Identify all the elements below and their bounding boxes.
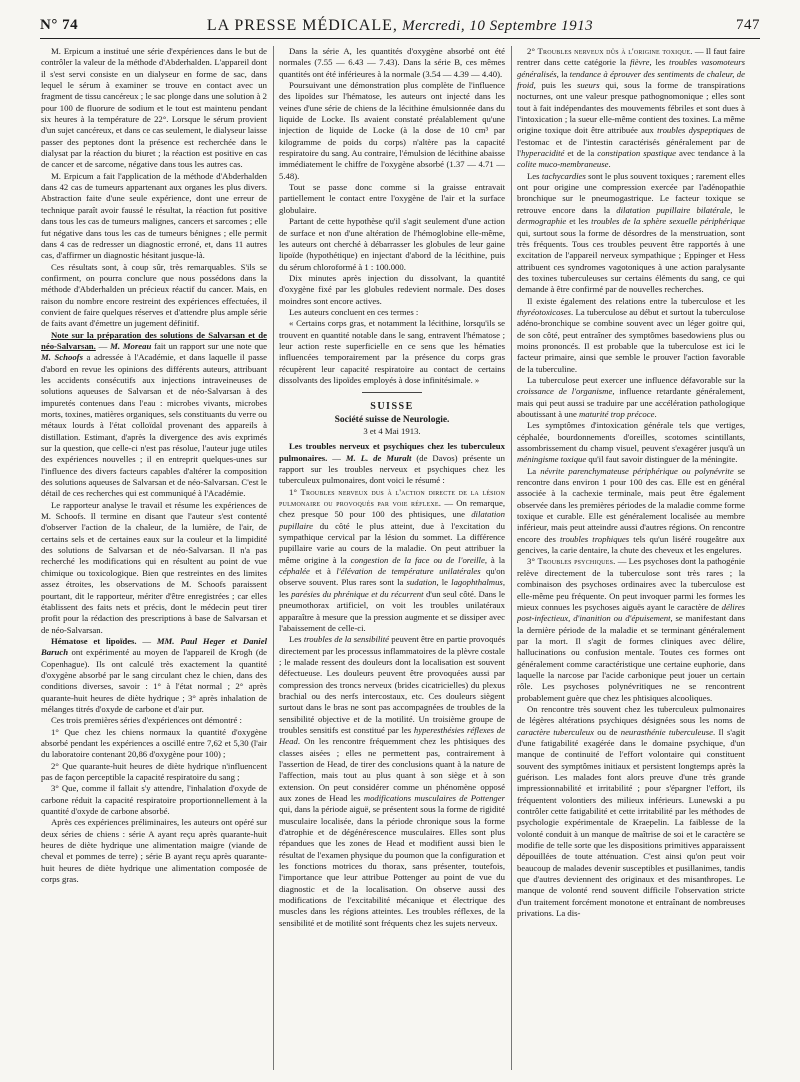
italic-term: l'élévation de température unilatérales: [336, 566, 481, 577]
paragraph: Tout se passe donc comme si la graisse entravait partiellement le contact entre l'oxygène de l'air et la surface globulaire.: [279, 182, 505, 215]
paragraph: [279, 634, 505, 929]
italic-term: colite muco-membraneuse: [517, 159, 609, 170]
italic-term: troubles vasomoteurs généralisés: [517, 57, 745, 79]
paragraph: [517, 171, 745, 296]
italic-term: neurasthénie tuberculeuse: [620, 726, 713, 737]
issue-date: Mercredi, 10 Septembre 1913: [402, 18, 594, 34]
journal-name: LA PRESSE MÉDICALE,: [206, 17, 398, 34]
text-run: ont expérimenté au moyen de l'appareil de Krogh (de Copenhague). Ils ont calculé très exactement la quantité d'oxygène absorbé par le sang circulant chez le chien, dans des conditions diverses, savoir : 1° à l'état normal ; 2° après quarante-huit heures de diète hydrique ; 3° après inhalation de mélanges titrés d'oxyde de carbone et d'air pur.: [41, 647, 267, 714]
text-run: — Il faut faire rentrer dans cette catégorie la: [517, 46, 745, 68]
text-run: — On remarque, chez presque 50 pour 100 des phtisiques, une: [279, 498, 505, 520]
text-run: Les: [527, 170, 542, 181]
text-run: . La tuberculose au début et surtout la tuberculose adéno-bronchique se combine souvent avec un léger goitre qui, de son côté, peut entraîner des symptômes basedowiens plus ou moins prononcés. Il est probable que la tuberculose est ici le facteur primaire, ainsi que semble le prouver l'action favorable de la tuberculine.: [517, 306, 745, 374]
text-run: .: [608, 159, 611, 170]
italic-term: caractère tuberculeux: [517, 726, 594, 737]
text-run: La tuberculose peut exercer une influence défavorable sur la: [527, 374, 745, 385]
text-run: , les: [279, 577, 505, 599]
section-title: Note sur la préparation des solutions de Salvarsan et de néo-Salvarsan.: [41, 329, 267, 351]
section-hematose: [41, 636, 267, 715]
italic-term: sueurs: [576, 80, 600, 91]
text-run: Les symptômes d'intoxication générale tels que vertiges, céphalée, bourdonnements d'oreilles, scotomes scintillants, assombrissement du champ visuel, peuvent s'exagérer jusqu'à un: [517, 420, 745, 454]
author-name: M. Schoofs: [41, 352, 83, 363]
text-run: La: [527, 465, 541, 476]
subsection-title: 2° Troubles nerveux dûs à l'origine toxique.: [527, 46, 693, 56]
subsection-title: 1° Troubles nerveux dus à l'action directe de la lésion pulmonaire ou provoqués par voie réflexe.: [279, 486, 505, 509]
text-run: , le: [730, 204, 745, 215]
paragraph: [517, 466, 745, 557]
text-run: . On les rencontre fréquemment chez les phtisiques des classes aisées ; elles ne permettent pas, contrairement à l'assertion de Head, de tirer des conclusions quant à la nature de l'affection, mais tout au plus quant à son siège et à son extension. On peut considérer comme un phénomène opposé aux zones de Head les: [279, 736, 505, 803]
text-run: , puis les: [533, 80, 577, 91]
paragraph: Dix minutes après injection du dissolvant, la quantité d'oxygène fixé par les globules redevient normale. Des doses moindres sont encore actives.: [279, 272, 505, 306]
text-run: , le: [436, 577, 452, 588]
italic-term: tendance à éprouver des sentiments de chaleur, de froid: [517, 68, 745, 91]
text-run: se rencontre dans environ 1 pour 100 des cas. Elle est en général associée à la cachexie terminale, mais peut être également observée dans les premières périodes de la maladie comme forme toxique et curable. Elle est généralement localisée au membre inférieur, mais peut atteindre aussi d'autres régions. On rencontre encore des: [517, 465, 745, 544]
text-run: du côté le plus atteint, due à l'excitation du sympathique cervical par la lésion du sommet. La différence pupillaire varie au cours de la maladie. On peut attribuer la même origine à la: [279, 520, 505, 565]
italic-term: névrite parenchymateuse périphérique ou polynévrite: [540, 465, 734, 476]
paragraph: 2° Que quarante-huit heures de diète hydrique n'influencent pas de façon perceptible la capacité respiratoire du sang ;: [41, 760, 267, 782]
dash: —: [327, 452, 346, 463]
italic-term: troubles dyspeptiques: [657, 125, 734, 136]
italic-term: céphalée: [279, 566, 310, 577]
text-run: qu'on observe souvent. Plus rares sont la: [279, 566, 505, 588]
text-run: , influence retardante généralement, mais qui peut aussi se traduire par une accélération pathologique aboutissant à une: [517, 386, 745, 419]
society-heading: Société suisse de Neurologie.: [334, 414, 450, 425]
text-run: Les: [289, 634, 304, 645]
italic-term: hyperacidité: [520, 148, 565, 159]
text-run: et de la: [564, 148, 598, 159]
column-left: [41, 46, 267, 1070]
paragraph: Partant de cette hypothèse qu'il s'agit seulement d'une action de surface et non d'une altération de l'hémoglobine elle-même, les auteurs ont cherché à débarrasser les globules de leur gaine lipoïde (hypothétique) en injectant d'abord de la lécithine, puis du sérum chloroformé à 1 : 100.000.: [279, 216, 505, 272]
paragraph: Ces résultats sont, à coup sûr, très remarquables. S'ils se confirment, on pourra conclure que nous possédons dans la méthode d'Abderhalden un précieux réactif du cancer. Mais, en raison du nombre encore restreint des expériences effectuées, il convient de faire quelques réserves et d'attendre plus ample série de faits avant d'émettre un jugement définitif.: [41, 261, 267, 329]
italic-term: thyréotoxicoses: [517, 306, 572, 317]
column-rule: [511, 46, 512, 1070]
column-rule: [273, 46, 274, 1070]
text-run: qui, dans la période aiguë, se présentent sous la forme de rigidité musculaire localisée, dans la période chronique sous la forme d'atrophie et de dégénérescence musculaires. Elles sont plus répandues que les zones de Head et modifient aussi bien le résultat de l'examen physique du poumon que la configuration et les fonctions motrices du thorax, sans présenter, toutefois, l'importance que leur attribue Pottenger au point de vue du diagnostic et de la localisation. On observe aussi des modifications de l'excitabilité mécanique et électrique des muscles dans les régions atteintes. Les troubles réflexes, de la sensibilité et de motilité sont fréquents chez les sujets nerveux.: [279, 804, 505, 928]
text-run: , se manifestant dans la dernière période de la maladie et se terminant généralement par la mort. Il s'agit de formes cliniques avec délire, hallucinations ou confusion mentale. Toutes ces formes ont généralement comme caractéristique une certaine euphorie, dans laquelle la narcose par l'acide carbonique peut jouer un certain rôle. Les psychoses polynévritiques ne se rencontrent probablement guère que chez les phtisiques alcooliques.: [517, 613, 745, 703]
italic-term: hyperesthésies réflexes de Head: [279, 724, 505, 747]
text-run: — Les psychoses dont la pathogénie relève directement de la tuberculose sont très rares ; la combinaison des psychoses ordinaires avec la tuberculose est elle-même peu fréquente. On peut invoquer parmi les formes les mieux connues les psychoses aiguës ayant le caractère de: [517, 556, 745, 612]
italic-term: troubles de la sensibilité: [303, 634, 389, 645]
text-run: et à: [309, 566, 337, 577]
italic-term: dermographie: [517, 216, 567, 227]
paragraph: [517, 375, 745, 420]
dash: —: [95, 340, 111, 351]
italic-term: fièvre: [629, 57, 650, 68]
text-run: avec tendance à la: [676, 148, 745, 159]
italic-term: congestion de la face ou de l'oreille: [350, 554, 485, 565]
section-title: Les troubles nerveux et psychiques chez les tuberculeux pulmonaires.: [279, 441, 505, 463]
paragraph: Après ces expériences préliminaires, les auteurs ont opéré sur deux séries de chiens : série A ayant reçu après quarante-huit heures de diète hydrique une alimentation maigre (viande de cheval et pommes de terre) ; série B ayant reçu après quarante-huit heures de diète hydrique une alimentation composée de corps gras.: [41, 817, 267, 885]
paragraph: [279, 487, 505, 634]
italic-term: tachycardies: [541, 170, 586, 181]
text-run: On rencontre très souvent chez les tuberculeux pulmonaires de légères altérations psychiques désignées sous les noms de: [517, 703, 745, 726]
text-run: , la: [556, 68, 570, 79]
paragraph: 1° Que chez les chiens normaux la quantité d'oxygène absorbé pendant les expériences a oscillé entre 7,62 et 5,30 (l'air du laboratoire contenant 20,86 d'oxygène pour 100) ;: [41, 726, 267, 760]
italic-term: maturité trop précoce: [579, 409, 655, 419]
author-name: M. L. de Muralt: [345, 452, 412, 463]
paragraph: [517, 556, 745, 703]
quotation: « Certains corps gras, et notamment la lécithine, lorsqu'ils se trouvent en quantité notable dans le sang, entravent l'hématose ; leur action reste superficielle en ce sens que les hématies influencées temporairement par la présence du corps gras récupèrent leur capacité respiratoire au contact de certains dissolvants des lipoïdes employés à dose infinitésimale. »: [279, 318, 505, 385]
page-number: 747: [736, 17, 760, 33]
author-name: M. Moreau: [110, 340, 152, 351]
text-run: d'un seul côté. Dans le pneumothorax artificiel, on voit les troubles unilatéraux apparaître à mesure que la pression augmente et se dissiper avec l'abaissement de celle-ci.: [279, 588, 505, 633]
text-run: peuvent être en partie provoqués directement par les processus inflammatoires de la plèvre costale ; le malade ressent des douleurs dont la localisation est souvent défectueuse. Les douleurs peuvent être provoquées aussi par compression des troncs nerveux (brides cicatricielles) du plexus brachial ou des nerfs intercostaux, etc. Ces douleurs siègent surtout dans le bras ne sont pas accompagnées de troubles de la sensibilité objective et de la motilité. Un troisième groupe de troubles sensitifs est constitué par les: [279, 634, 505, 735]
text-run: , les: [649, 57, 670, 68]
text-run: . Il s'agit d'une fatigabilité exagérée dans le domaine psychique, d'un manque de continuité de l'effort volontaire qui constituent souvent des symptômes initiaux et persistent longtemps après la guérison. Les malades font alors preuve d'une très grande impressionnabilité et irritabilité ; pour s'épargner l'effort, ils fréquentent volontiers des milieux inférieurs. Lunewski a pu contrôler cette fatigabilité et cette irritabilité par les méthodes de psychologie expérimentale de Kraepelin. La faiblesse de la volonté conduit à un manque de maîtrise de soi et le caractère se modifie de telle sorte que les dispositions primitives apparaissent dépouillées de toute atténuation. C'est ainsi qu'on peut voir beaucoup de malades devenir susceptibles et pusillanimes, tandis que d'autres deviennent des originaux et des misanthropes. Le manque de volonté rend souvent difficile l'observation stricte d'un traitement forcément monotone et entraînant de nombreuses privations. La dis-: [517, 726, 745, 919]
italic-term: troubles de la sphère sexuelle périphérique: [591, 216, 745, 227]
italic-term: croissance de l'organisme: [517, 386, 613, 397]
session-date: 3 et 4 Mai 1913.: [363, 426, 421, 436]
text-run: , à la: [484, 554, 505, 565]
paragraph: [517, 296, 745, 375]
text-run: Il existe également des relations entre la tuberculose et les: [527, 295, 745, 306]
paragraph: Ces trois premières séries d'expériences ont démontré :: [51, 715, 242, 726]
paragraph: M. Erpicum a institué une série d'expériences dans le but de contrôler la valeur de la méthode d'Abderhalden. L'appareil dont il s'est servi consiste en un dialyseur en forme de sac, dans lequel le sérum à examiner se trouve en contact avec un fragment de tissu cancéreux ; le sac plonge dans une solution à 2 pour 100 de fluorure de sodium et le tout est maintenu pendant six heures à la température de 22°. Lorsque le sérum provient d'un sujet cancéreux, et dans ce cas seulement, le dialyseur laisse passer des peptones dont la présence est recherchée dans le dialysat par la réaction du biuret ; la réaction est positive en cas de cancer et de sarcome, négative dans tous les autres cas.: [41, 46, 267, 170]
text-run: a adressée à l'Académie, et dans laquelle il passe d'abord en revue les opinions des différents auteurs, attribuant les accidents consécutifs aux injections intraveineuses de solutions aqueuses de Salvarsan et de néo-Salvarsan à des impuretés contenues dans l'eau : microbes vivants, microbes morts, toxines, matières organiques, sels constituants du verre ou métaux lourds à l'état colloïdal provenant des appareils à distillation. Estimant, d'après la divergence des avis exprimés sur la question, que celle-ci n'est pas résolue, l'auteur juge utiles des expériences nouvelles ; il en entreprit quelques-unes sur l'influence des divers facteurs capables d'altérer la composition des solutions aqueuses de Salvarsan et de néo-Salvarsan. C'est le détail de ces recherches qui est communiqué à l'Académie.: [41, 352, 267, 499]
italic-term: troubles trophiques: [560, 533, 630, 544]
section-tuberculeux: [279, 441, 505, 486]
page-header: [40, 14, 760, 39]
text-run: de l'estomac et de l'intestin caractérisés généralement par de l': [517, 125, 745, 159]
column-right: [517, 46, 745, 1070]
italic-term: délires post-infectieux, d'inanition ou d'épuisement: [517, 601, 745, 624]
section-title: Hématose et lipoïdes.: [51, 635, 137, 646]
issue-number: N° 74: [40, 17, 79, 33]
dash: —: [136, 635, 157, 646]
text-run: ou de: [593, 726, 621, 737]
text-run: et les: [566, 216, 592, 227]
author-name: MM. Paul Heger et Daniel Baruch: [41, 635, 267, 658]
text-run: .: [654, 409, 657, 419]
text-run: qui, sous la forme de transpirations nocturnes, ont une valeur presque pathognomonique ; elles sont tout à fait indépendantes des mouvements fébriles et sont dues à l'intoxication ; la sueur elle-même contient des toxines. La même origine toxique doit être attribuée aux: [517, 80, 745, 136]
text-run: qu'il faut savoir distinguer de la méningite.: [586, 454, 738, 465]
italic-term: dilatation pupillaire: [279, 509, 505, 531]
text-run: (de Davos) présente un rapport sur les troubles nerveux et psychiques chez les tuberculeux pulmonaires, dont voici le résumé :: [279, 452, 505, 486]
paragraph: Le rapporteur analyse le travail et résume les expériences de M. Schoofs. Il termine en disant que l'auteur s'est contenté d'observer l'action de la chaleur, de la lumière, de l'air, de certains sels et de certaines eaux sur la couleur et la limpidité des solutions de Salvarsan et de néo-Salvarsan. Il n'a pas recherché les modifications qui en résultent au point de vue chimique ou toxicologique. Bien que restreintes en des limites assez étroites, les observations de M. Schoofs paraissent pourtant, dit le rapporteur, mériter d'être enregistrées ; car elles établissent des faits nets et précis, dont le médecin peut tirer profit pour la rédaction des prescriptions à base de Salvarsan et de néo-Salvarsan.: [41, 499, 267, 635]
text-run: tels qu'un liséré rougeâtre aux gencives, la carie dentaire, la chute des cheveux et les engelures.: [517, 533, 745, 556]
subsection-title: 3° Troubles psychiques.: [527, 556, 616, 567]
paragraph: Dans la série A, les quantités d'oxygène absorbé ont été normales (7.55 — 6.43 — 7.43). Dans la série B, ces mêmes quantités ont été inférieures à la normale (3.54 — 4.39 — 4.40).: [279, 46, 505, 79]
section-divider: [362, 392, 422, 393]
paragraph: 3° Que, comme il fallait s'y attendre, l'inhalation d'oxyde de carbone réduit la capacité respiratoire proportionnellement à la quantité d'oxyde de carbone absorbé.: [41, 783, 267, 817]
italic-term: dilatation pupillaire bilatérale: [616, 204, 731, 215]
paragraph: M. Erpicum a fait l'application de la méthode d'Abderhalden dans 42 cas de tumeurs appartenant aux organes les plus divers. Abstraction faite d'une seule expérience, dont une erreur de technique paraît avoir faussé le résultat, la réaction fut positive dans tous les cas de tumeurs malignes, cancers et sarcomes ; elle fut négative dans tous les cas de tumeurs bénignes ; elle permit dans 4 cas de redresser un diagnostic erroné, et, dans 11 autres cas, d'affirmer un diagnostic hésitant jusque-là.: [41, 170, 267, 261]
paragraph: [517, 704, 745, 920]
italic-term: lagophthalmus: [451, 577, 503, 588]
text-run: sont le plus souvent toxiques ; rarement elles ont pour origine une compression exercée par l'adénopathie bronchique sur le pneumogastrique. Le facteur toxique se retrouve encore dans la: [517, 170, 745, 215]
column-middle: [279, 46, 505, 1070]
paragraph: [517, 420, 745, 465]
italic-term: constipation spastique: [597, 148, 677, 159]
paragraph: Poursuivant une démonstration plus complète de l'influence des lipoïdes sur l'hématose, les auteurs ont injecté dans les veines d'une série de chiens de la lécithine émulsionnée dans du liquide de Locke. Ils avaient constaté préalablement qu'une injection de liquide de Locke (à la dose de 10 cm³ par kilogramme de poids du corps) n'altère pas la capacité respiratoire du sang. Au contraire, l'émulsion de lécithine abaisse immédiatement le chiffre de l'oxygène absorbé (1.37 — 4.71 — 5.48).: [279, 80, 505, 181]
paragraph: [517, 46, 745, 171]
country-heading: SUISSE: [370, 401, 414, 413]
text-run: fait un rapport sur une note que: [151, 340, 267, 351]
italic-term: parésies du phrénique et du récurrent: [291, 588, 424, 599]
paragraph: Les auteurs concluent en ces termes :: [289, 306, 419, 317]
running-title: [40, 17, 760, 35]
section-salvarsan: [41, 330, 267, 500]
italic-term: modifications musculaires de Pottenger: [363, 793, 505, 803]
italic-term: sudation: [406, 577, 437, 588]
text-run: qui, surtout sous la forme de désordres de la menstruation, sont très fréquents. Tous ces troubles peuvent être rapportés à une excitation de l'appareil nerveux sympathique ; Eppinger et Hess attribuent ces syndromes vagotoniques à une action paralysante des toxines tuberculeuses sur certains éléments du sang, ce qui demande à être confirmé par de nouvelles recherches.: [517, 227, 745, 295]
italic-term: méningisme toxique: [517, 454, 587, 465]
